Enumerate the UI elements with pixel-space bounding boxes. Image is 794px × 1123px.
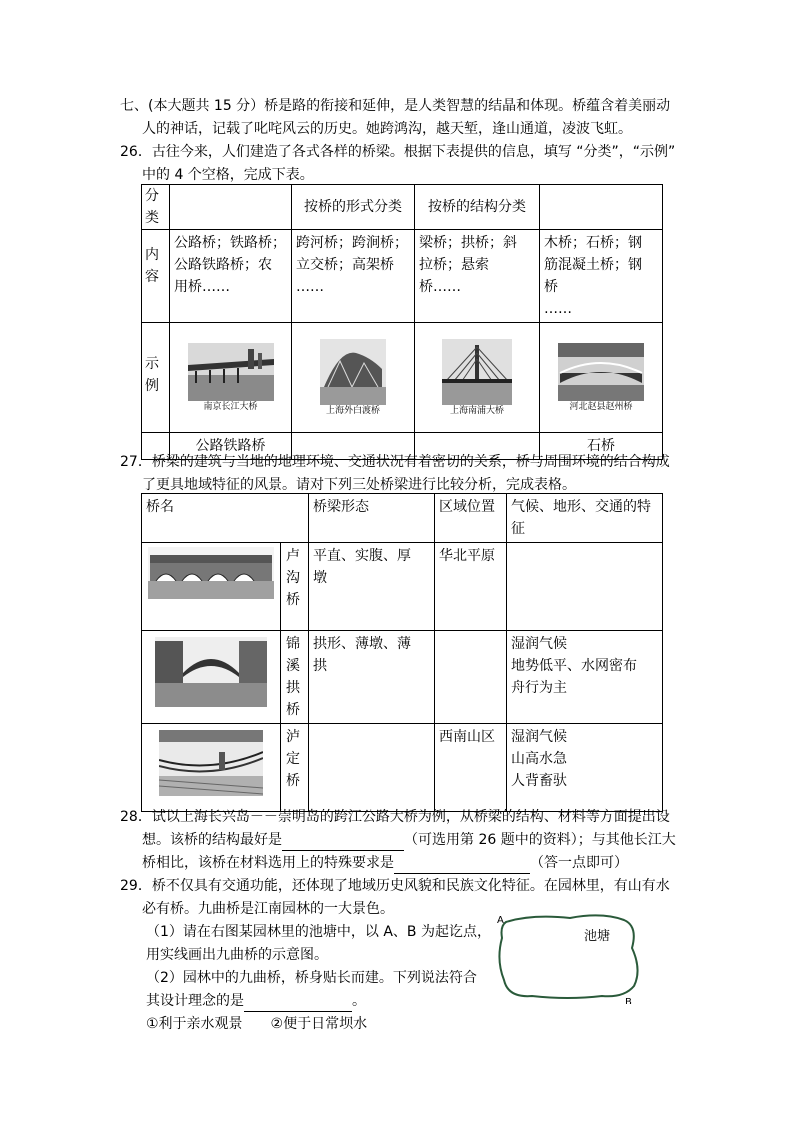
q28-prompt-line3: 桥相比，该桥在材料选用上的特殊要求是 （答一点即可）	[142, 852, 628, 874]
q27-header-form: 桥梁形态	[309, 494, 435, 543]
q29-sub2-line1: （2）园林中的九曲桥，桥身贴长而建。下列说法符合	[146, 970, 477, 986]
luding-bridge-photo	[159, 730, 263, 796]
q29-answer-blank[interactable]	[244, 995, 352, 1012]
q27-photo-cell	[142, 724, 281, 812]
q27-region-cell: 华北平原	[435, 543, 507, 631]
q27-bridge-name: 卢 沟 桥	[281, 543, 309, 631]
q27-feature-cell-blank[interactable]	[507, 543, 663, 631]
photo-caption: 上海外白渡桥	[325, 405, 380, 416]
q26-example-row	[142, 323, 663, 433]
nanjing-bridge-photo	[188, 343, 274, 401]
q26-content-label: 内 容	[142, 230, 170, 323]
q29-prompt-line2: 必有桥。九曲桥是江南园林的一大景色。	[142, 901, 394, 917]
point-b-label: B	[625, 997, 632, 1004]
pond-outline	[499, 915, 637, 998]
point-a-label: A	[497, 915, 504, 926]
pond-label: 池塘	[584, 929, 611, 944]
q26-header-blank[interactable]	[170, 185, 292, 230]
photo-caption: 上海南浦大桥	[449, 405, 504, 416]
q26-content-row	[142, 230, 663, 323]
q28-material-answer-blank[interactable]	[394, 857, 530, 874]
q27-photo-cell	[142, 631, 281, 724]
q27-header-feature: 气候、地形、交通的特 征	[507, 494, 663, 543]
q27-prompt-line2: 了更具地域特征的风景。请对下列三处桥梁进行比较分析，完成表格。	[142, 477, 576, 493]
jinxi-bridge-photo	[155, 637, 267, 707]
q27-row-jinxi	[142, 631, 663, 724]
zhaozhou-bridge-photo	[558, 343, 644, 401]
q28-prompt-line2: 想。该桥的结构最好是 （可选用第 26 题中的资料）；与其他长江大	[142, 829, 676, 851]
q26-footer-cell: 石桥	[540, 433, 663, 460]
q27-form-cell: 平直、实腹、厚 墩	[309, 543, 435, 631]
q29-prompt-line1: 29．桥不仅具有交通功能，还体现了地域历史风貌和民族文化特征。在园林里，有山有水	[120, 878, 670, 894]
q26-example-label: 示 例	[142, 323, 170, 433]
q27-bridge-name: 锦 溪 拱 桥	[281, 631, 309, 724]
q26-content-cell: 梁桥；拱桥；斜 拉桥；悬索 桥……	[415, 230, 540, 323]
q26-footer-cell: 公路铁路桥	[170, 433, 292, 460]
q27-row-lugou	[142, 543, 663, 631]
q26-content-cell: 木桥；石桥；钢 筋混凝土桥；钢 桥 ……	[540, 230, 663, 323]
q26-example-photo-cell	[415, 323, 540, 433]
q26-example-photo-cell	[170, 323, 292, 433]
q26-content-cell: 跨河桥；跨涧桥； 立交桥；高架桥 ……	[292, 230, 415, 323]
q26-header-form: 按桥的形式分类	[292, 185, 415, 230]
q27-region-cell: 西南山区	[435, 724, 507, 812]
q28-prompt-line1: 28．试以上海长兴岛－－崇明岛的跨江公路大桥为例，从桥梁的结构、材料等方面提出设	[120, 809, 670, 825]
q29-sub1-line2: 用实线画出九曲桥的示意图。	[146, 947, 328, 963]
q27-header-name: 桥名	[142, 494, 309, 543]
q26-header-row	[142, 185, 663, 230]
q27-form-cell-blank[interactable]	[309, 724, 435, 812]
q28-structure-answer-blank[interactable]	[282, 834, 404, 851]
waibaidu-bridge-photo	[320, 339, 386, 405]
q27-row-luding	[142, 724, 663, 812]
q26-prompt-line1: 26．古往今来，人们建造了各式各样的桥梁。根据下表提供的信息，填写 “分类”，“示例”	[120, 144, 676, 160]
photo-caption: 河北赵县赵州桥	[569, 401, 633, 412]
q27-feature-cell: 湿润气候 地势低平、水网密布 舟行为主	[507, 631, 663, 724]
q26-header-label: 分 类	[142, 185, 170, 230]
q26-classification-table	[141, 184, 663, 460]
photo-caption: 南京长江大桥	[203, 401, 258, 412]
nanpu-bridge-photo	[442, 339, 512, 405]
q26-header-blank-2[interactable]	[540, 185, 663, 230]
q29-sub1-line1: （1）请在右图某园林里的池塘中，以 A、B 为起讫点，	[146, 924, 491, 940]
section-intro-line1: 七、(本大题共 15 分）桥是路的衔接和延伸，是人类智慧的结晶和体现。桥蕴含着美丽动	[120, 98, 671, 114]
q27-comparison-table	[141, 493, 663, 812]
q26-header-structure: 按桥的结构分类	[415, 185, 540, 230]
q26-prompt-line2: 中的 4 个空格，完成下表。	[142, 167, 314, 183]
lugou-bridge-photo	[148, 547, 274, 599]
q27-header-region: 区域位置	[435, 494, 507, 543]
pond-figure[interactable]	[492, 908, 660, 1004]
q27-prompt-line1: 27．桥梁的建筑与当地的地理环境、交通状况有着密切的关系，桥与周围环境的结合构成	[120, 454, 670, 470]
section-intro-line2: 人的神话，记载了叱咤风云的历史。她跨鸿沟，越天堑，逢山通道，凌波飞虹。	[142, 121, 632, 137]
q27-photo-cell	[142, 543, 281, 631]
q27-region-cell-blank[interactable]	[435, 631, 507, 724]
q27-bridge-name: 泸 定 桥	[281, 724, 309, 812]
q26-example-photo-cell	[540, 323, 663, 433]
q29-sub2-line2: 其设计理念的是 。	[146, 990, 366, 1012]
q27-feature-cell: 湿润气候 山高水急 人背畜驮	[507, 724, 663, 812]
q27-form-cell: 拱形、薄墩、薄 拱	[309, 631, 435, 724]
q26-example-photo-cell	[292, 323, 415, 433]
q26-content-cell: 公路桥；铁路桥； 公路铁路桥；农 用桥……	[170, 230, 292, 323]
q29-options: ①利于亲水观景 ②便于日常坝水	[146, 1016, 368, 1032]
q27-header-row	[142, 494, 663, 543]
